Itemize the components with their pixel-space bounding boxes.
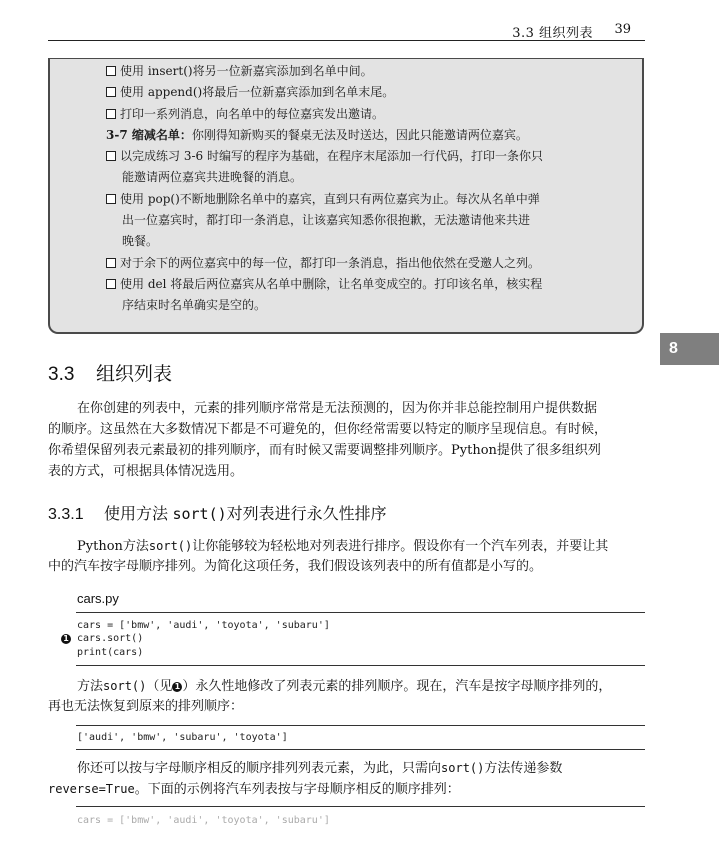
- paragraph-line: reverse=True。下面的示例将汽车列表按与字母顺序相反的顺序排列：: [48, 782, 460, 797]
- page-number: 39: [614, 22, 631, 37]
- section-heading: [48, 359, 172, 386]
- code-line: cars = ['bmw', 'audi', 'toyota', 'subaru']: [77, 815, 330, 826]
- exercise-bullet: 使用 insert()将另一位新嘉宾添加到名单中间。: [106, 64, 373, 78]
- paragraph-line: 你还可以按与字母顺序相反的顺序排列列表元素，为此，只需向sort()方法传递参数: [77, 761, 563, 776]
- paragraph-line: 你希望保留列表元素最初的排列顺序，而有时候又需要调整排列顺序。Python提供了很多组织列: [48, 443, 601, 458]
- code-rule-top: [76, 612, 645, 613]
- paragraph-line: Python方法sort()让你能够较为轻松地对列表进行排序。假设你有一个汽车列表，并要让其: [77, 539, 609, 554]
- running-header-section: 3.3 组织列表: [512, 26, 593, 41]
- exercise-continuation: 序结束时名单确实是空的。: [122, 298, 267, 312]
- section-number: 3.3: [48, 364, 75, 385]
- checkbox-icon: [106, 258, 116, 268]
- paragraph-line: 中的汽车按字母顺序排列。为简化这项任务，我们假设该列表中的所有值都是小写的。: [48, 559, 543, 574]
- code-rule-bottom: [76, 665, 645, 666]
- checkbox-icon: [106, 109, 116, 119]
- exercise-bullet: 打印一系列消息，向名单中的每位嘉宾发出邀请。: [106, 107, 384, 121]
- callout-marker-icon: 1: [172, 682, 182, 692]
- exercise-continuation: 出一位嘉宾时，都打印一条消息，让该嘉宾知悉你很抱歉，无法邀请他来共进: [122, 213, 531, 227]
- output-line: ['audi', 'bmw', 'subaru', 'toyota']: [77, 732, 288, 743]
- paragraph-line: 表的方式，可根据具体情况选用。: [48, 464, 244, 479]
- running-header: [48, 18, 645, 41]
- code-line: cars = ['bmw', 'audi', 'toyota', 'subaru']: [77, 620, 330, 631]
- exercise-bullet: 使用 pop()不断地删除名单中的嘉宾，直到只有两位嘉宾为止。每次从名单中弹: [106, 192, 540, 206]
- exercise-bullet: 以完成练习 3-6 时编写的程序为基础，在程序末尾添加一行代码，打印一条你只: [106, 149, 543, 163]
- callout-marker-icon: 1: [61, 634, 71, 644]
- exercise-continuation: 晚餐。: [122, 234, 159, 248]
- checkbox-icon: [106, 66, 116, 76]
- paragraph-line: 在你创建的列表中，元素的排列顺序常常是无法预测的，因为你并非总能控制用户提供数据: [77, 401, 598, 416]
- exercise-bullet: 使用 del 将最后两位嘉宾从名单中删除，让名单变成空的。打印该名单，核实程: [106, 277, 542, 291]
- paragraph-line: 方法sort()（见 1 ）永久性地修改了列表元素的排列顺序。现在，汽车是按字母顺序排列的，: [77, 679, 612, 694]
- output-rule-top: [76, 725, 645, 726]
- paragraph-line: 的顺序。这虽然在大多数情况下都是不可避免的，但你经常需要以特定的顺序呈现信息。有时候，: [48, 422, 608, 437]
- code-line: cars.sort(): [77, 633, 144, 644]
- exercise-title: 3-7 缩减名单：你刚得知新购买的餐桌无法及时送达，因此只能邀请两位嘉宾。: [106, 128, 528, 142]
- exercise-continuation: 能邀请两位嘉宾共进晚餐的消息。: [122, 170, 303, 184]
- code-filename: cars.py: [77, 591, 119, 606]
- exercise-bullet: 对于余下的两位嘉宾中的每一位，都打印一条消息，指出他依然在受邀人之列。: [106, 256, 540, 270]
- checkbox-icon: [106, 194, 116, 204]
- subsection-heading: 3.3.1 使用方法 sort()对列表进行永久性排序: [48, 505, 387, 523]
- paragraph-line: 再也无法恢复到原来的排列顺序：: [48, 699, 244, 714]
- code-line: print(cars): [77, 647, 144, 658]
- checkbox-icon: [106, 279, 116, 289]
- exercise-bullet: 使用 append()将最后一位新嘉宾添加到名单末尾。: [106, 85, 394, 99]
- code-rule-top: [76, 806, 645, 807]
- checkbox-icon: [106, 151, 116, 161]
- output-rule-bottom: [76, 749, 645, 750]
- exercise-box: [48, 58, 644, 334]
- subsection-number: 3.3.1: [48, 506, 84, 523]
- section-title: 组织列表: [96, 364, 173, 385]
- checkbox-icon: [106, 87, 116, 97]
- chapter-tab: 8: [660, 333, 719, 365]
